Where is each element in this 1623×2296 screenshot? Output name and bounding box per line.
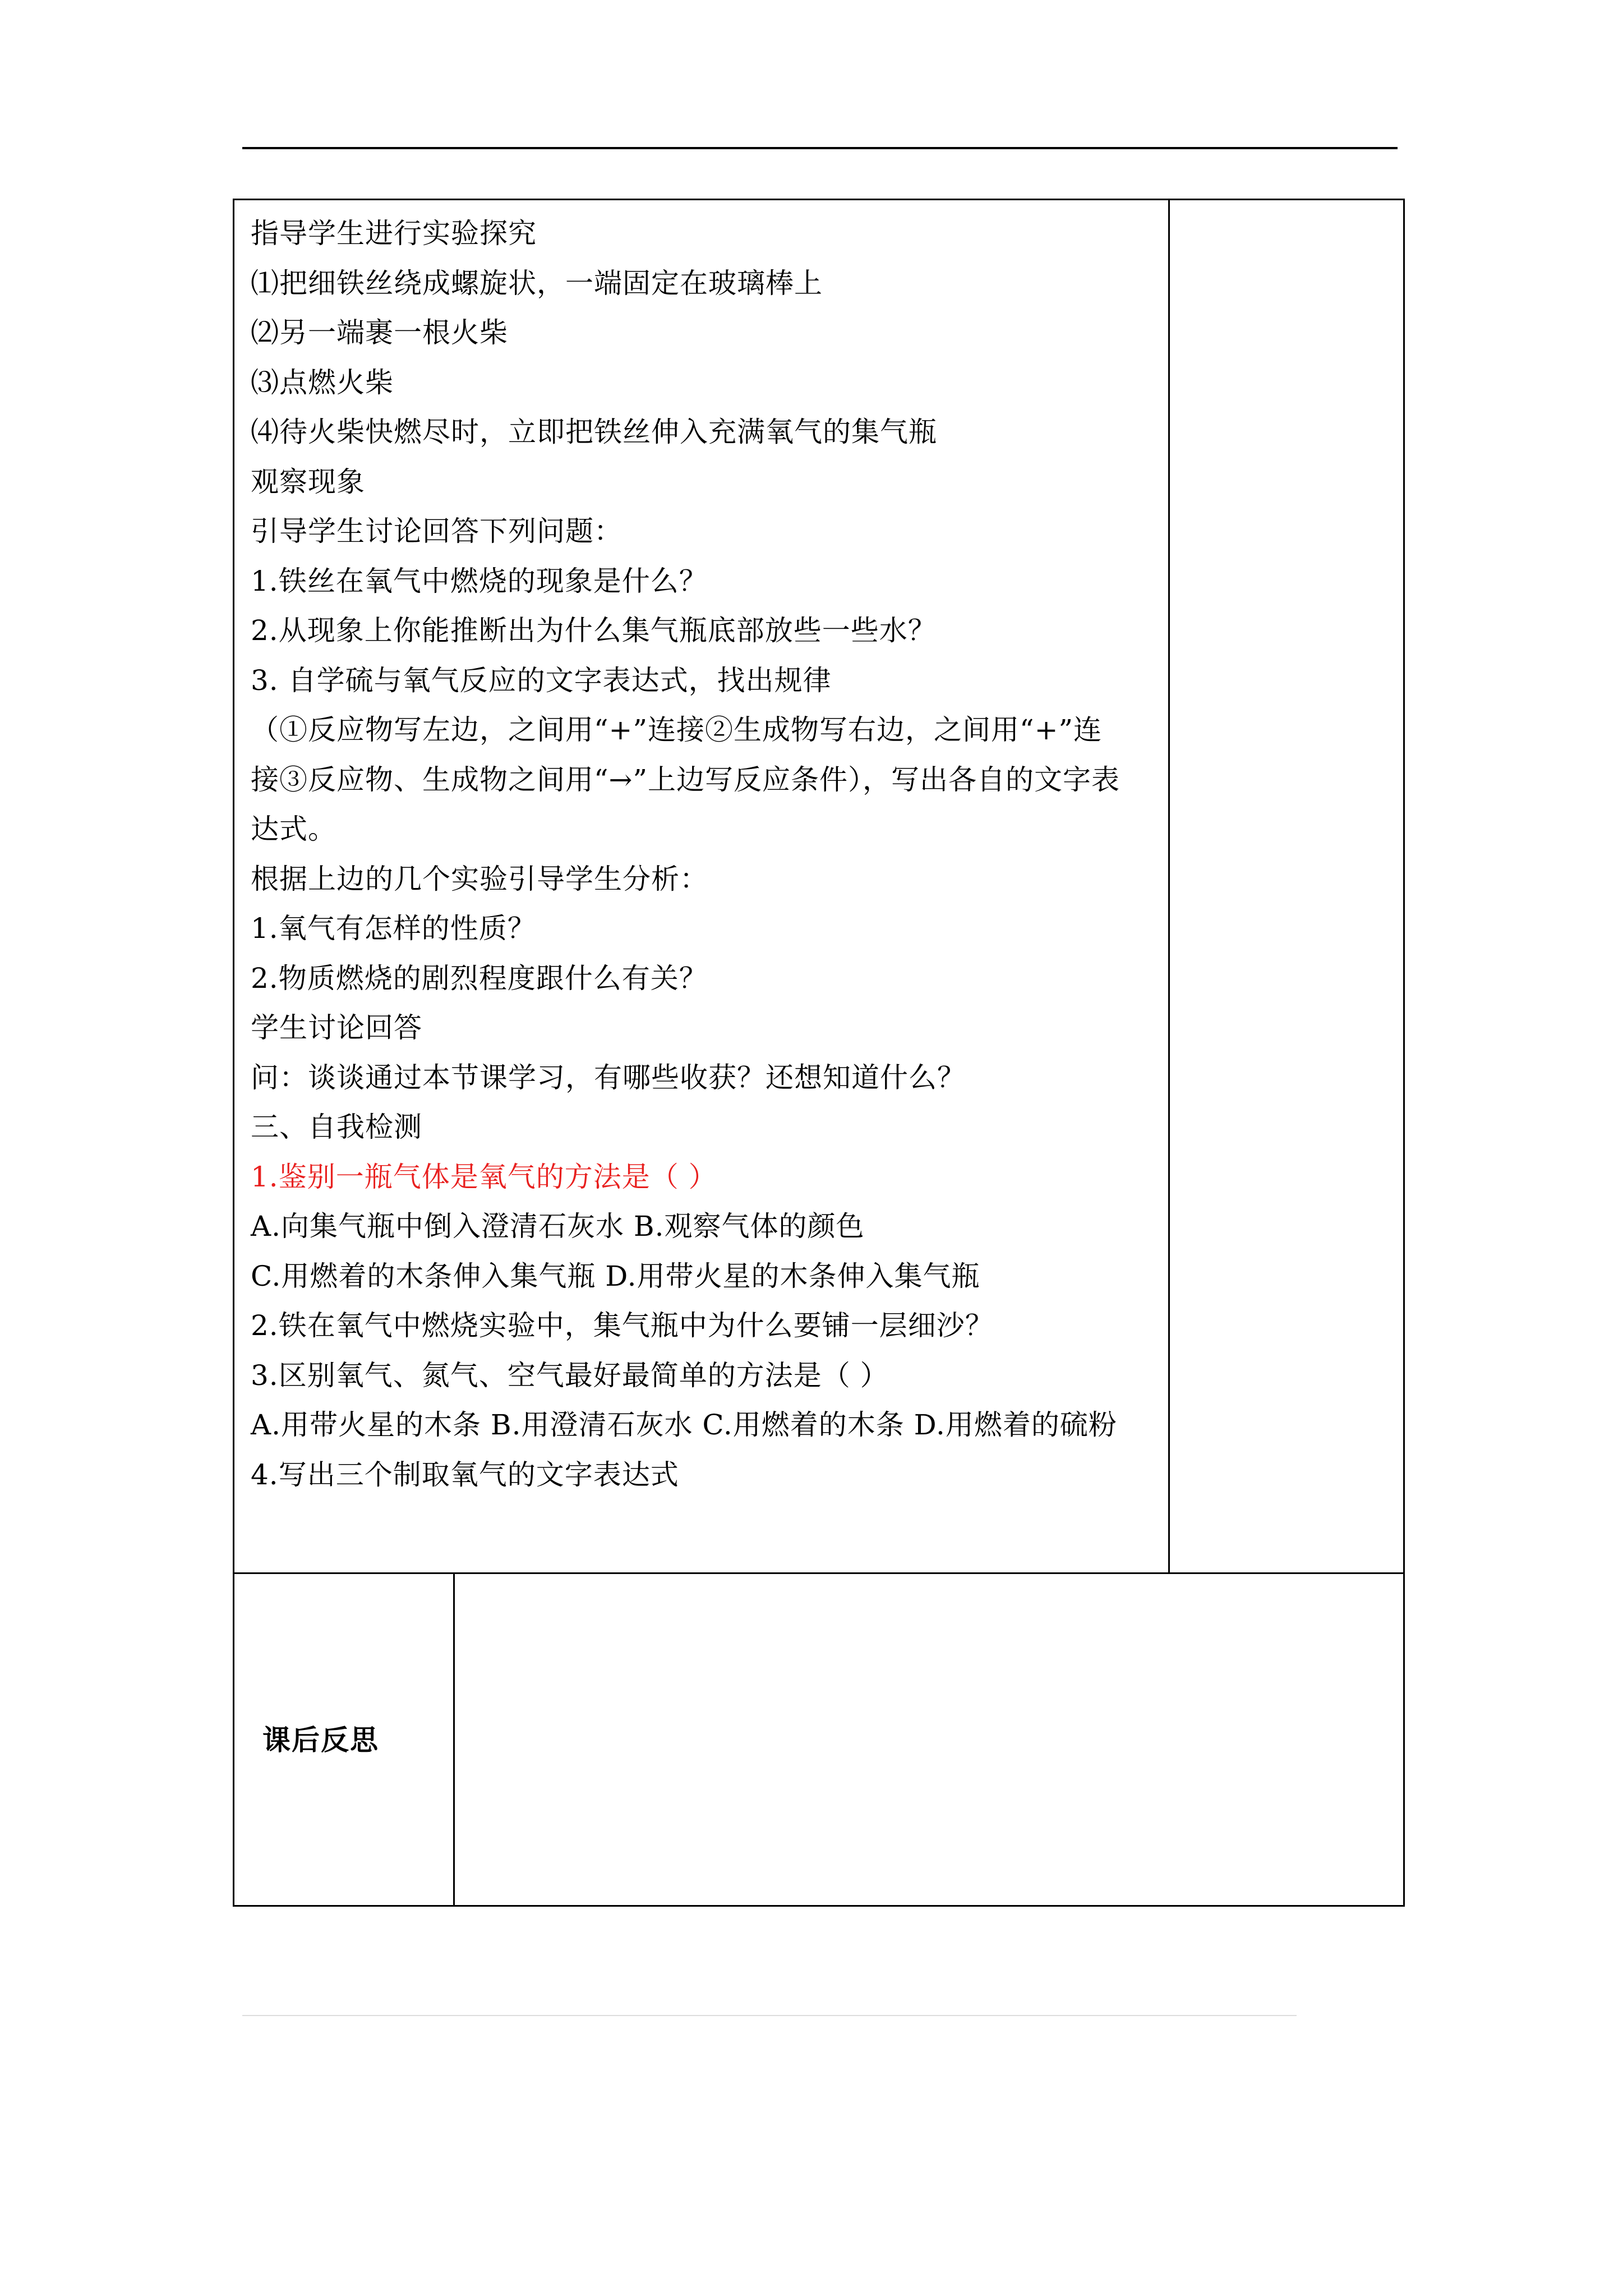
lesson-line: 问：谈谈通过本节课学习，有哪些收获？还想知道什么？	[251, 1061, 966, 1094]
lesson-line: ⑴把细铁丝绕成螺旋状，一端固定在玻璃棒上	[251, 266, 823, 300]
lesson-line: 观察现象	[251, 465, 365, 498]
lesson-line: 2.物质燃烧的剧烈程度跟什么有关？	[251, 961, 708, 995]
lesson-line: 3.区别氧气、氮气、空气最好最简单的方法是（ ）	[251, 1359, 889, 1392]
lesson-line: 2.从现象上你能推断出为什么集气瓶底部放些一些水？	[251, 614, 937, 647]
reflection-label: 课后反思	[262, 1723, 379, 1756]
footer-rule	[242, 2015, 1297, 2016]
table-column-divider-lower	[453, 1572, 455, 1907]
lesson-line: 达式。	[251, 813, 336, 845]
lesson-line: ⑶点燃火柴	[251, 366, 394, 399]
lesson-line: 1.氧气有怎样的性质？	[251, 912, 536, 945]
lesson-line: 指导学生进行实验探究	[251, 217, 537, 250]
lesson-line: A.向集气瓶中倒入澄清石灰水 B.观察气体的颜色	[251, 1210, 865, 1243]
lesson-line: 学生讨论回答	[251, 1011, 422, 1044]
lesson-line: 2.铁在氧气中燃烧实验中，集气瓶中为什么要铺一层细沙？	[251, 1309, 994, 1342]
lesson-line: 引导学生讨论回答下列问题：	[251, 515, 623, 547]
lesson-line: （①反应物写左边，之间用“+”连接②生成物写右边，之间用“+”连	[251, 714, 1103, 746]
header-rule	[242, 147, 1398, 149]
lesson-line: 三、自我检测	[251, 1111, 422, 1143]
table-column-divider-upper	[1168, 199, 1170, 1573]
lesson-line: C.用燃着的木条伸入集气瓶 D.用带火星的木条伸入集气瓶	[251, 1259, 980, 1292]
lesson-line: 4.写出三个制取氧气的文字表达式	[251, 1458, 679, 1491]
lesson-line: A.用带火星的木条 B.用澄清石灰水 C.用燃着的木条 D.用燃着的硫粉	[251, 1409, 1117, 1441]
lesson-line: 1.铁丝在氧气中燃烧的现象是什么？	[251, 564, 708, 597]
lesson-content	[251, 209, 1159, 1499]
lesson-line: 3. 自学硫与氧气反应的文字表达式，找出规律	[251, 664, 832, 697]
table-row-divider	[233, 1572, 1405, 1574]
reflection-content[interactable]	[460, 1579, 1396, 1899]
lesson-line: ⑷待火柴快燃尽时，立即把铁丝伸入充满氧气的集气瓶	[251, 416, 937, 448]
lesson-line: ⑵另一端裹一根火柴	[251, 316, 508, 349]
lesson-line: 接③反应物、生成物之间用“→”上边写反应条件），写出各自的文字表	[251, 763, 1121, 796]
lesson-line: 根据上边的几个实验引导学生分析：	[251, 862, 708, 895]
lesson-line: 1.鉴别一瓶气体是氧气的方法是（ ）	[251, 1160, 717, 1193]
